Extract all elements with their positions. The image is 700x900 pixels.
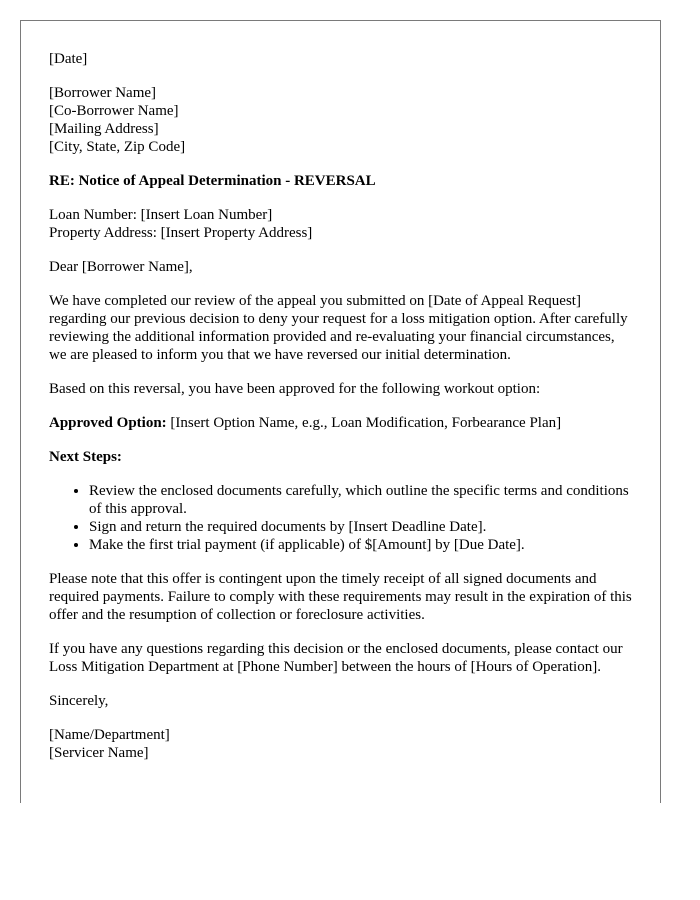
paragraph-review-result: We have completed our review of the appeal you submitted on [Date of Appeal Request] regarding our previous decision to deny your request for a loss mitigation option. After carefully reviewing the additional information provided and re-evaluating your financial circumstances, we are pleased to inform you that we have reversed our initial determination. (49, 293, 628, 363)
paragraph-contingency: Please note that this offer is contingent upon the timely receipt of all signed documents and required payments. Failure to comply with these requirements may result in the expiration of this offer and the resumption of collection or foreclosure activities. (49, 571, 632, 623)
recipient-borrower-name: [Borrower Name] (49, 85, 157, 101)
approved-option-label: Approved Option: (49, 415, 167, 431)
paragraph-approval-intro: Based on this reversal, you have been approved for the following workout option: (49, 381, 541, 397)
loan-reference-block (49, 206, 632, 242)
property-address: Property Address: [Insert Property Address] (49, 225, 313, 241)
salutation: Dear [Borrower Name], (49, 259, 193, 275)
approved-option-value: [Insert Option Name, e.g., Loan Modification, Forbearance Plan] (166, 415, 562, 431)
signature-block (49, 726, 632, 762)
recipient-block (49, 84, 632, 156)
recipient-city-state-zip: [City, State, Zip Code] (49, 139, 186, 155)
letter-subject: RE: Notice of Appeal Determination - REVERSAL (49, 173, 376, 189)
recipient-co-borrower-name: [Co-Borrower Name] (49, 103, 179, 119)
signature-name-department: [Name/Department] (49, 727, 170, 743)
letter-date: [Date] (49, 51, 88, 67)
signature-servicer-name: [Servicer Name] (49, 745, 149, 761)
letter-page (20, 20, 661, 803)
approved-option (49, 414, 632, 432)
list-item: • Sign and return the required documents by [Insert Deadline Date]. (89, 518, 632, 536)
list-item: • Make the first trial payment (if applicable) of $[Amount] by [Due Date]. (89, 536, 632, 554)
recipient-mailing-address: [Mailing Address] (49, 121, 159, 137)
list-item: • Review the enclosed documents carefully, which outline the specific terms and conditions of this approval. (89, 482, 632, 518)
closing: Sincerely, (49, 693, 109, 709)
next-steps-list (49, 482, 632, 554)
loan-number: Loan Number: [Insert Loan Number] (49, 207, 273, 223)
next-steps-heading: Next Steps: (49, 449, 122, 465)
paragraph-contact: If you have any questions regarding this decision or the enclosed documents, please contact our Loss Mitigation Department at [Phone Number] between the hours of [Hours of Operation]. (49, 641, 623, 675)
